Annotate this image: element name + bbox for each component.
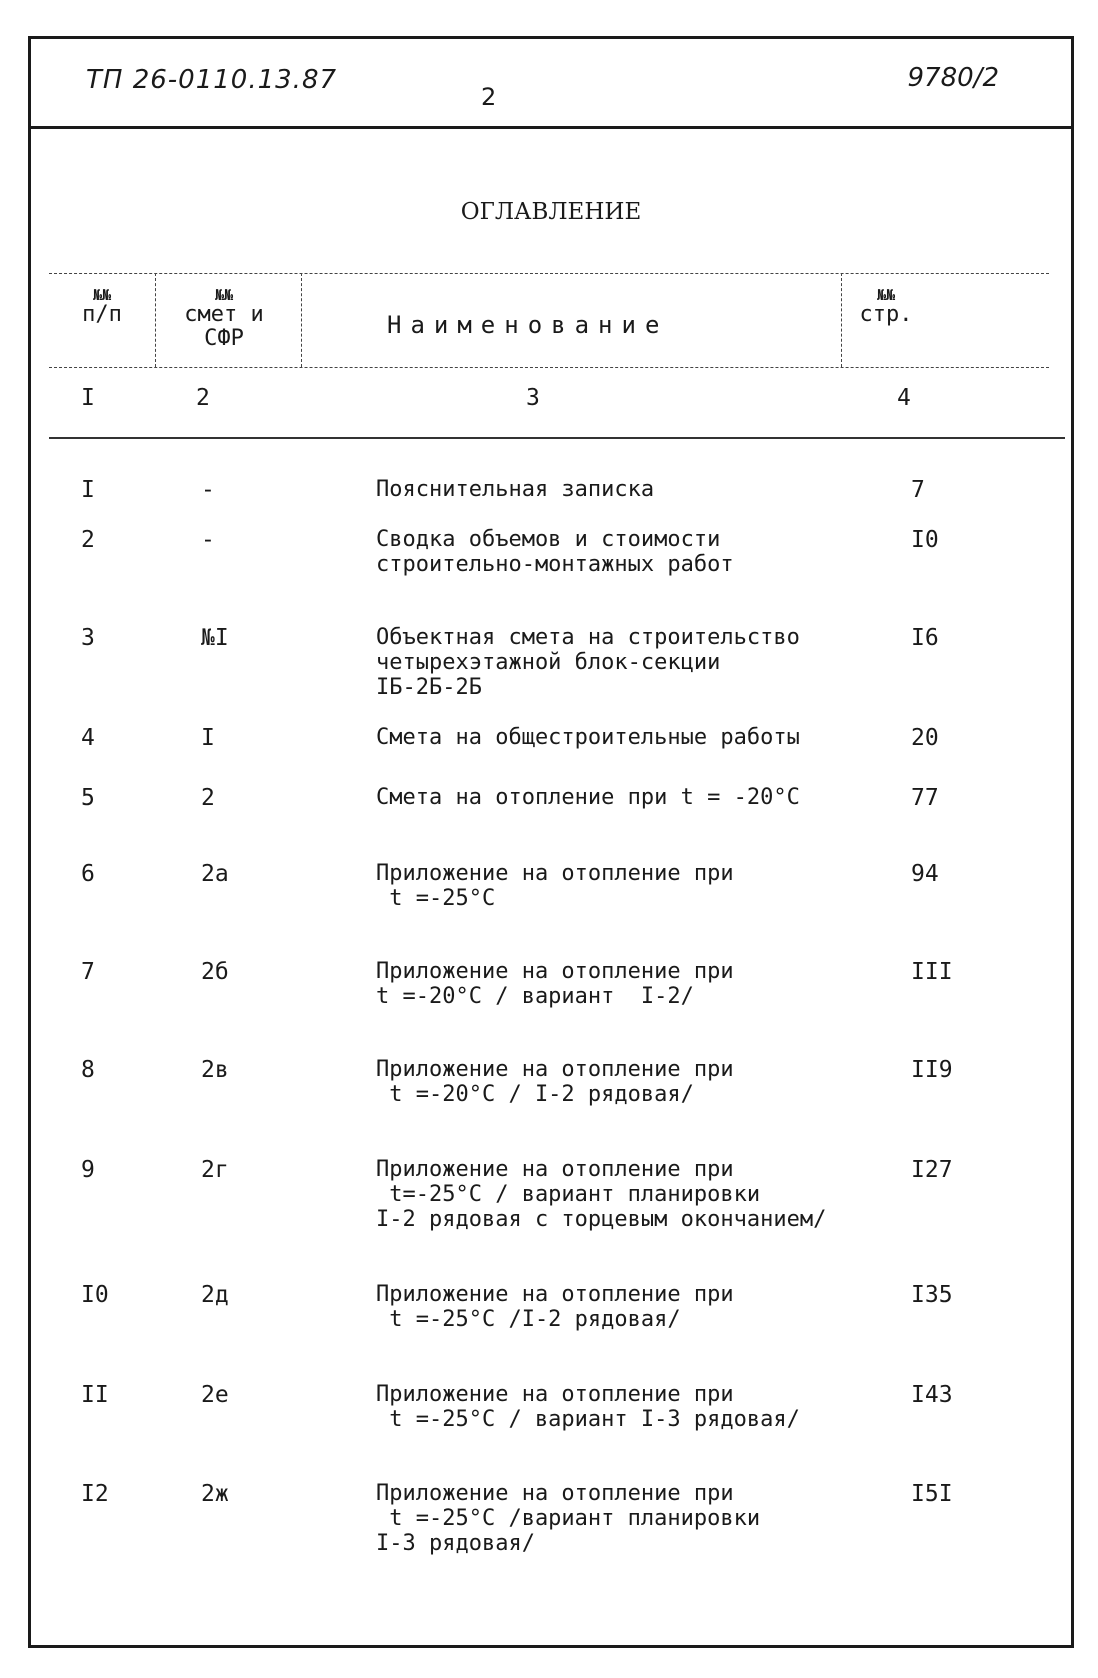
row-page: 77 xyxy=(911,785,939,811)
header-col-2-line2: СФР xyxy=(204,326,244,351)
row-name: Приложение на отопление при t =-25°C /вариант планировки I-3 рядовая/ xyxy=(376,1481,761,1556)
row-name: Смета на отопление при t = -20°C xyxy=(376,785,800,810)
table-divider-3 xyxy=(841,273,842,367)
row-number: I xyxy=(81,477,95,503)
row-name: Приложение на отопление при t =-25°C xyxy=(376,861,734,911)
row-name: Приложение на отопление при t =-20°C / I-2 рядовая/ xyxy=(376,1057,734,1107)
row-page: 20 xyxy=(911,725,939,751)
row-number: 3 xyxy=(81,625,95,651)
row-smeta: 2б xyxy=(201,959,229,985)
row-smeta: 2е xyxy=(201,1382,229,1408)
row-name: Объектная смета на строительство четырехэтажной блок-секции IБ-2Б-2Б xyxy=(376,625,800,700)
row-page: III xyxy=(911,959,953,985)
row-smeta: 2а xyxy=(201,861,229,887)
row-number: II xyxy=(81,1382,109,1408)
header-col-1-label: п/п xyxy=(82,302,122,327)
row-smeta: 2 xyxy=(201,785,215,811)
row-smeta: 2г xyxy=(201,1157,229,1183)
row-page: I6 xyxy=(911,625,939,651)
row-page: 94 xyxy=(911,861,939,887)
row-name: Приложение на отопление при t =-25°C /I-2 рядовая/ xyxy=(376,1282,734,1332)
table-divider-1 xyxy=(155,273,156,367)
row-smeta: - xyxy=(201,477,215,503)
row-number: 4 xyxy=(81,725,95,751)
row-name: Приложение на отопление при t =-20°C / вариант I-2/ xyxy=(376,959,734,1009)
document-number: 9780/2 xyxy=(907,63,999,93)
row-smeta: 2ж xyxy=(201,1481,229,1507)
row-page: 7 xyxy=(911,477,925,503)
column-number-3: 3 xyxy=(526,385,540,411)
row-number: 5 xyxy=(81,785,95,811)
row-page: I0 xyxy=(911,527,939,553)
header-col-2-mark: №№ xyxy=(214,286,234,304)
page-title: ОГЛАВЛЕНИЕ xyxy=(460,199,642,225)
row-number: I0 xyxy=(81,1282,109,1308)
header-col-2-line1: смет и xyxy=(184,302,264,327)
header-col-1 xyxy=(75,287,129,327)
table-top-rule xyxy=(49,273,1049,274)
row-number: 2 xyxy=(81,527,95,553)
row-number: 9 xyxy=(81,1157,95,1183)
row-name: Приложение на отопление при t =-25°C / вариант I-3 рядовая/ xyxy=(376,1382,800,1432)
row-name: Пояснительная записка xyxy=(376,477,655,502)
row-smeta: 2в xyxy=(201,1057,229,1083)
row-name: Сводка объемов и стоимости строительно-монтажных работ xyxy=(376,527,734,577)
header-col-4-label: стр. xyxy=(859,302,913,327)
column-number-4: 4 xyxy=(897,385,911,411)
header-col-4 xyxy=(851,287,921,327)
row-number: 7 xyxy=(81,959,95,985)
row-smeta: №I xyxy=(201,625,229,651)
title-block xyxy=(31,39,1071,129)
row-smeta: - xyxy=(201,527,215,553)
row-page: I43 xyxy=(911,1382,953,1408)
row-name: Приложение на отопление при t=-25°C / вариант планировки I-2 рядовая с торцевым окончанием/ xyxy=(376,1157,827,1232)
row-page: I27 xyxy=(911,1157,953,1183)
column-number-2: 2 xyxy=(196,385,210,411)
page-number: 2 xyxy=(481,83,497,111)
document-code: ТП 26-0110.13.87 xyxy=(86,65,338,95)
row-smeta: 2д xyxy=(201,1282,229,1308)
row-page: I5I xyxy=(911,1481,953,1507)
row-smeta: I xyxy=(201,725,215,751)
row-number: 6 xyxy=(81,861,95,887)
row-number: 8 xyxy=(81,1057,95,1083)
table-divider-2 xyxy=(301,273,302,367)
header-col-3: Наименование xyxy=(387,311,669,339)
header-col-1-mark: №№ xyxy=(92,286,112,304)
row-name: Смета на общестроительные работы xyxy=(376,725,800,750)
row-page: I35 xyxy=(911,1282,953,1308)
header-col-4-mark: №№ xyxy=(876,286,896,304)
column-number-1: I xyxy=(81,385,95,411)
header-col-2 xyxy=(159,287,289,351)
column-numbers-rule xyxy=(49,437,1065,439)
page-frame xyxy=(28,36,1074,1648)
row-page: II9 xyxy=(911,1057,953,1083)
row-number: I2 xyxy=(81,1481,109,1507)
table-head-rule xyxy=(49,367,1049,368)
